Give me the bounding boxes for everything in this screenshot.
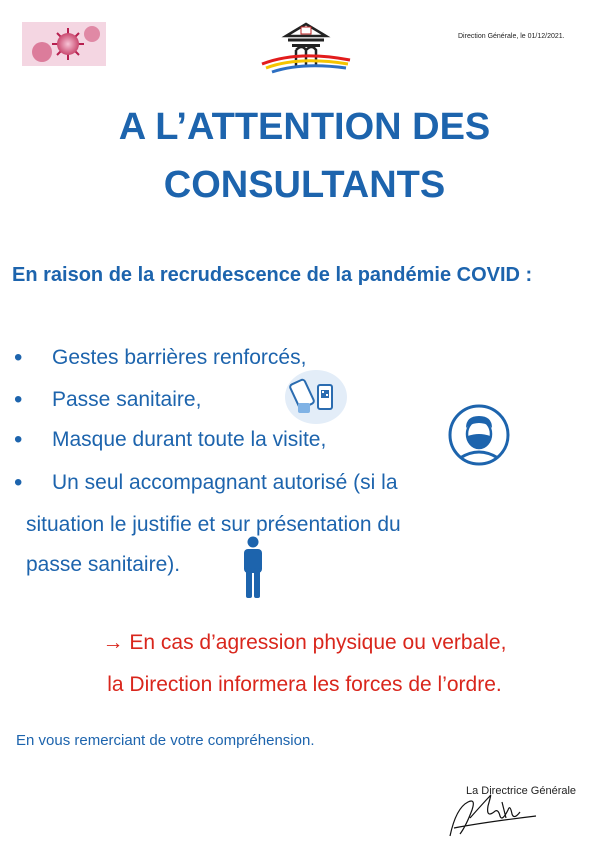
intro-text: En raison de la recrudescence de la pandémie COVID : xyxy=(12,264,533,286)
hospital-logo-icon xyxy=(258,20,354,76)
bullet-dot: • xyxy=(14,344,23,371)
person-icon xyxy=(241,536,265,600)
bullet-dot: • xyxy=(14,469,23,496)
thanks-text: En vous remerciant de votre compréhension. xyxy=(16,732,315,749)
handwritten-signature xyxy=(446,788,546,840)
masked-person-icon xyxy=(444,404,514,466)
bullet-text: Un seul accompagnant autorisé (si la xyxy=(52,471,398,494)
page-title xyxy=(0,98,609,214)
bullet-text: Masque durant toute la visite, xyxy=(52,428,327,451)
bullet-continuation: situation le justifie et sur présentation du xyxy=(26,513,401,536)
title-line-1: A L’ATTENTION DES xyxy=(118,106,491,148)
covid-virus-icon xyxy=(22,22,106,66)
warning-line-2: la Direction informera les forces de l’ordre. xyxy=(107,673,502,696)
warning-line-1: → En cas d’agression physique ou verbale, xyxy=(102,631,507,654)
bullet-text: Gestes barrières renforcés, xyxy=(52,346,307,369)
bullet-dot: • xyxy=(14,386,23,413)
qr-phone-icon xyxy=(284,369,348,425)
signature-title: La Directrice Générale xyxy=(466,785,577,797)
warning-text xyxy=(0,622,609,706)
dateline: Direction Générale, le 01/12/2021. xyxy=(458,33,565,40)
bullet-continuation: passe sanitaire). xyxy=(26,553,181,576)
bullet-text: Passe sanitaire, xyxy=(52,388,202,411)
bullet-dot: • xyxy=(14,426,23,453)
title-line-2: CONSULTANTS xyxy=(163,164,446,206)
